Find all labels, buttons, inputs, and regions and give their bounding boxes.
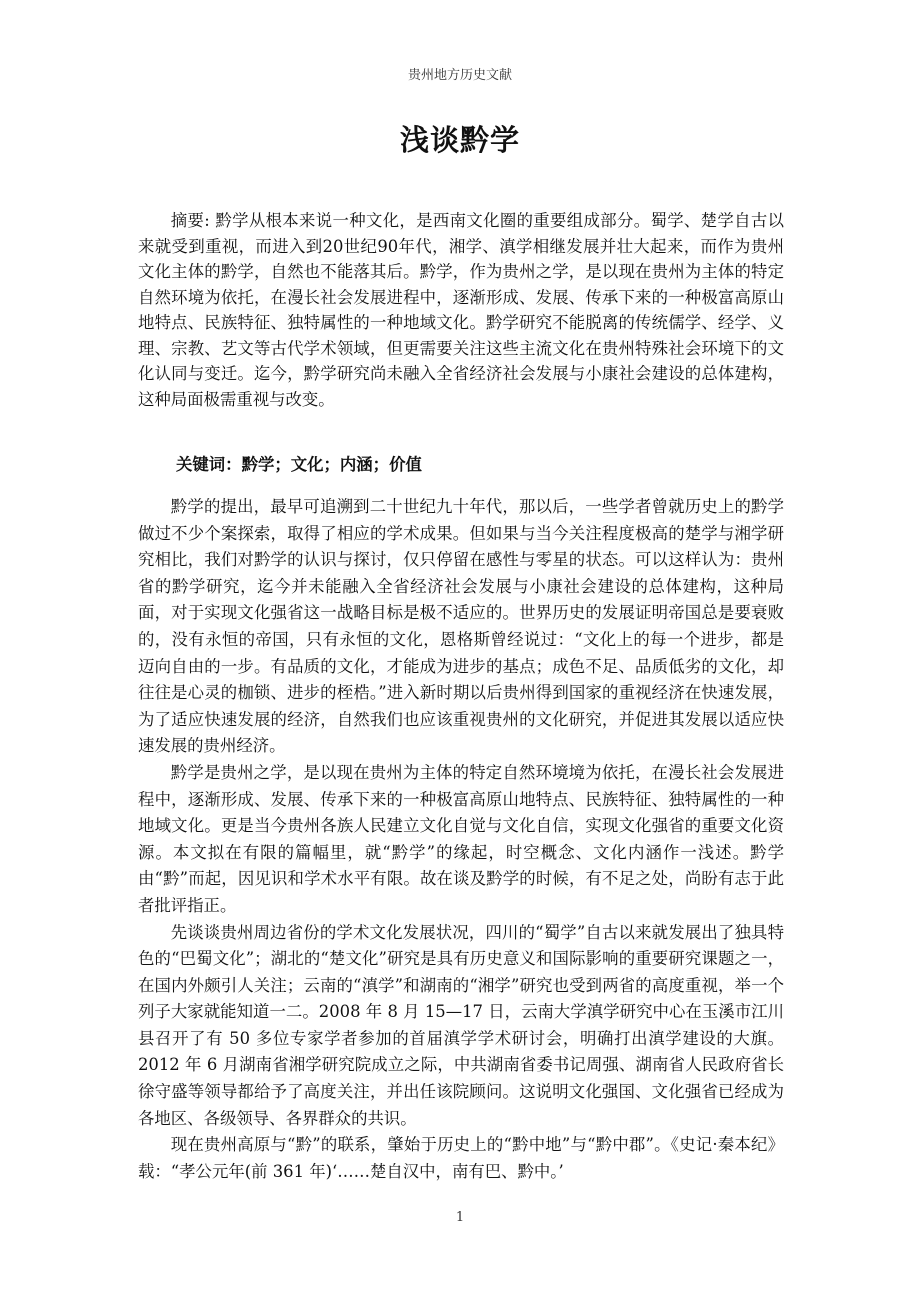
keywords-line: [176, 451, 784, 475]
body-paragraph: 黔学是贵州之学，是以现在贵州为主体的特定自然环境境为依托，在漫长社会发展进程中，逐渐形成、发展、传承下来的一种极富高原山地特点、民族特征、独特属性的一种地域文化。更是当今贵州各族人民建立文化自觉与文化自信，实现文化强省的重要文化资源。本文拟在有限的篇幅里，就“黔学”的缘起，时空概念、文化内涵作一浅述。黔学由“黔”而起，因见识和学术水平有限。故在谈及黔学的时候，有不足之处，尚盼有志于此者批评指正。: [138, 762, 784, 915]
body-paragraph: 现在贵州高原与“黔”的联系，肇始于历史上的“黔中地”与“黔中郡”。《史记·秦本纪》载：“孝公元年(前 361 年)‘……楚自汉中，南有巴、黔中。’: [138, 1135, 784, 1181]
abstract: 摘要: 黔学从根本来说一种文化，是西南文化圈的重要组成部分。蜀学、楚学自古以来就受到重视，而进入到20世纪90年代，湘学、滇学相继发展并壮大起来，而作为贵州文化主体的黔学，自然也不能落其后。黔学，作为贵州之学，是以现在贵州为主体的特定自然环境为依托，在漫长社会发展进程中，逐渐形成、发展、传承下来的一种极富高原山地特点、民族特征、独特属性的一种地域文化。黔学研究不能脱离的传统儒学、经学、义理、宗教、艺文等古代学术领域，但更需要关注这些主流文化在贵州特殊社会环境下的文化认同与变迁。迄今，黔学研究尚未融入全省经济社会发展与小康社会建设的总体建构，这种局面极需重视与改变。: [138, 211, 784, 409]
body-paragraph: 黔学的提出，最早可追溯到二十世纪九十年代，那以后，一些学者曾就历史上的黔学做过不少个案探索，取得了相应的学术成果。但如果与当今关注程度极高的楚学与湘学研究相比，我们对黔学的认识与探讨，仅只停留在感性与零星的状态。可以这样认为：贵州省的黔学研究，迄今并未能融入全省经济社会发展与小康社会建设的总体建构，这种局面，对于实现文化强省这一战略目标是极不适应的。世界历史的发展证明帝国总是要衰败的，没有永恒的帝国，只有永恒的文化，恩格斯曾经说过：“文化上的每一个进步，都是迈向自由的一步。有品质的文化，才能成为进步的基点；成色不足、品质低劣的文化，却往往是心灵的枷锁、进步的桎梏。”进入新时期以后贵州得到国家的重视经济在快速发展，为了适应快速发展的经济，自然我们也应该重视贵州的文化研究，并促进其发展以适应快速发展的贵州经济。: [138, 497, 784, 756]
keywords-label: 关键词：: [176, 455, 242, 474]
body-paragraph: 先谈谈贵州周边省份的学术文化发展状况，四川的“蜀学”自古以来就发展出了独具特色的“巴蜀文化”；湖北的“楚文化”研究是具有历史意义和国际影响的重要研究课题之一，在国内外颇引人关注；云南的“滇学”和湖南的“湘学”研究也受到两省的高度重视，举一个列子大家就能知道一二。2008 年 8 月 15—17 日，云南大学滇学研究中心在玉溪市江川县召开了有 50 多位专家学者参加的首届滇学学术研讨会，明确打出滇学建设的大旗。2012 年 6 月湖南省湘学研究院成立之际，中共湖南省委书记周强、湖南省人民政府省长徐守盛等领导都给予了高度关注，并出任该院顾问。这说明文化强国、文化强省已经成为各地区、各级领导、各界群众的共识。: [138, 922, 784, 1128]
page-number: 1: [455, 1210, 465, 1225]
running-header: 贵州地方历史文献: [407, 68, 512, 83]
article-title: 浅谈黔学: [399, 123, 520, 157]
keywords-values: 黔学；文化；内涵；价值: [241, 455, 422, 474]
article-body: [138, 494, 784, 1185]
